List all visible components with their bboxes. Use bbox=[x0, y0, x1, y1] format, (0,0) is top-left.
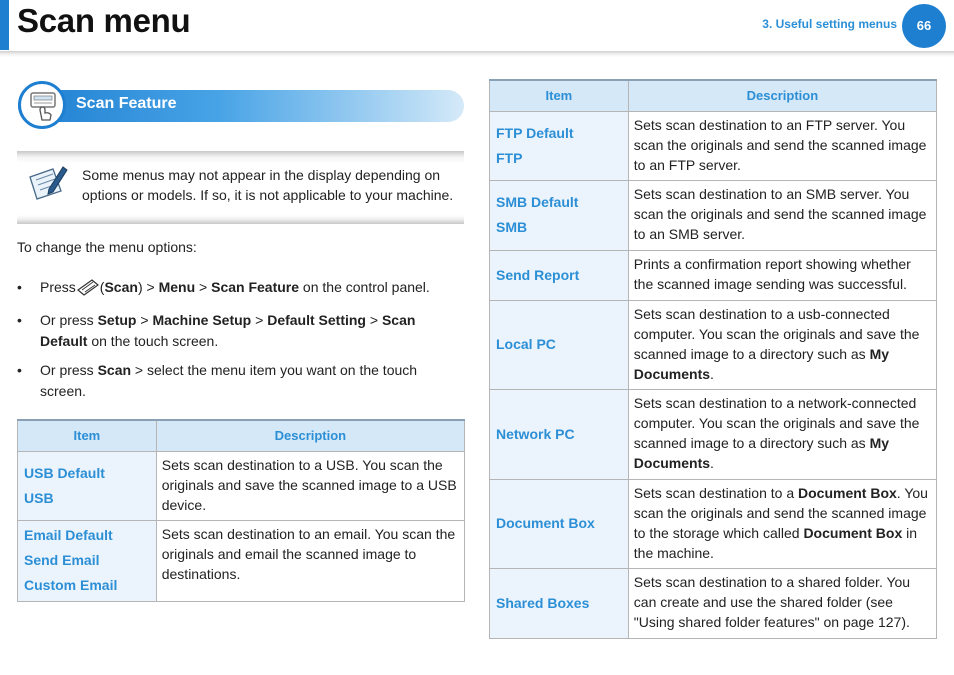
table-row bbox=[490, 111, 937, 180]
item-cell bbox=[18, 520, 157, 601]
list-item: • Press (Scan) > Menu > Scan Feature on the control panel. bbox=[17, 277, 462, 302]
item-cell bbox=[490, 111, 629, 180]
menu-item-name: Email Default bbox=[24, 527, 113, 543]
description-cell: Sets scan destination to an FTP server. You scan the originals and send the scanned image to an FTP server. bbox=[628, 111, 936, 180]
menu-item-name: Send Email bbox=[24, 552, 100, 568]
table-row bbox=[490, 479, 937, 568]
column-header-item: Item bbox=[18, 420, 157, 451]
table-header-row bbox=[490, 80, 937, 111]
scan-icon bbox=[77, 278, 99, 302]
description-cell: Sets scan destination to a shared folder. You can create and use the shared folder (see "Using shared folder features" on page 127). bbox=[628, 568, 936, 638]
menu-item-name: Custom Email bbox=[24, 577, 118, 593]
description-cell: Sets scan destination to an SMB server. You scan the originals and send the scanned image to an SMB server. bbox=[628, 180, 936, 250]
menu-item-name: SMB Default bbox=[496, 194, 579, 210]
chapter-link[interactable]: 3. Useful setting menus bbox=[762, 17, 897, 31]
item-cell bbox=[18, 451, 157, 520]
item-cell bbox=[490, 568, 629, 638]
item-cell bbox=[490, 479, 629, 568]
description-cell: Sets scan destination to a USB. You scan the originals and save the scanned image to a USB device. bbox=[156, 451, 464, 520]
table-row bbox=[18, 451, 465, 520]
left-menu-table bbox=[17, 419, 465, 602]
menu-item-name: FTP bbox=[496, 149, 523, 166]
instruction-list bbox=[17, 277, 462, 410]
page-title: Scan menu bbox=[17, 2, 191, 39]
list-item: • Or press Setup > Machine Setup > Default Setting > Scan Default on the touch screen. bbox=[17, 310, 462, 352]
column-header-description: Description bbox=[156, 420, 464, 451]
description-cell: Prints a confirmation report showing whether the scanned image sending was successful. bbox=[628, 250, 936, 300]
item-cell bbox=[490, 250, 629, 300]
note-pencil-icon bbox=[27, 163, 69, 206]
section-title: Scan Feature bbox=[76, 95, 177, 112]
description-cell: Sets scan destination to a usb-connected computer. You scan the originals and save the scanned image to a directory such as My Documents. bbox=[628, 300, 936, 389]
menu-item-name: FTP Default bbox=[496, 124, 574, 141]
item-cell bbox=[490, 389, 629, 479]
intro-text: To change the menu options: bbox=[17, 239, 197, 255]
header-accent-bar bbox=[0, 0, 9, 50]
list-item: • Or press Scan > select the menu item you want on the touch screen. bbox=[17, 360, 462, 402]
header-divider bbox=[0, 51, 954, 57]
description-cell: Sets scan destination to a Document Box. You scan the originals and send the scanned image to the storage which called Document Box in the machine. bbox=[628, 479, 936, 568]
description-cell: Sets scan destination to an email. You scan the originals and email the scanned image to destinations. bbox=[156, 520, 464, 601]
table-row bbox=[490, 180, 937, 250]
table-row bbox=[490, 389, 937, 479]
column-header-description: Description bbox=[628, 80, 936, 111]
item-cell bbox=[490, 180, 629, 250]
table-row bbox=[490, 568, 937, 638]
menu-item-name: Send Report bbox=[496, 266, 580, 283]
table-row bbox=[490, 250, 937, 300]
item-cell bbox=[490, 300, 629, 389]
table-row bbox=[18, 520, 465, 601]
menu-item-name: Shared Boxes bbox=[496, 594, 590, 611]
page-number-badge: 66 bbox=[902, 4, 946, 48]
right-menu-table bbox=[489, 79, 937, 639]
menu-item-name: Document Box bbox=[496, 515, 595, 531]
table-header-row bbox=[18, 420, 465, 451]
menu-item-name: Local PC bbox=[496, 336, 556, 352]
menu-item-name: USB bbox=[24, 489, 54, 506]
menu-item-name: Network PC bbox=[496, 425, 575, 442]
note-text: Some menus may not appear in the display depending on options or models. If so, it is not applicable to your machine. bbox=[82, 167, 454, 203]
control-panel-touch-icon bbox=[18, 81, 66, 129]
column-header-item: Item bbox=[490, 80, 629, 111]
description-cell: Sets scan destination to a network-connected computer. You scan the originals and save the scanned image to a directory such as My Documents. bbox=[628, 389, 936, 479]
menu-item-name: USB Default bbox=[24, 464, 105, 481]
table-row bbox=[490, 300, 937, 389]
menu-item-name: SMB bbox=[496, 219, 528, 235]
